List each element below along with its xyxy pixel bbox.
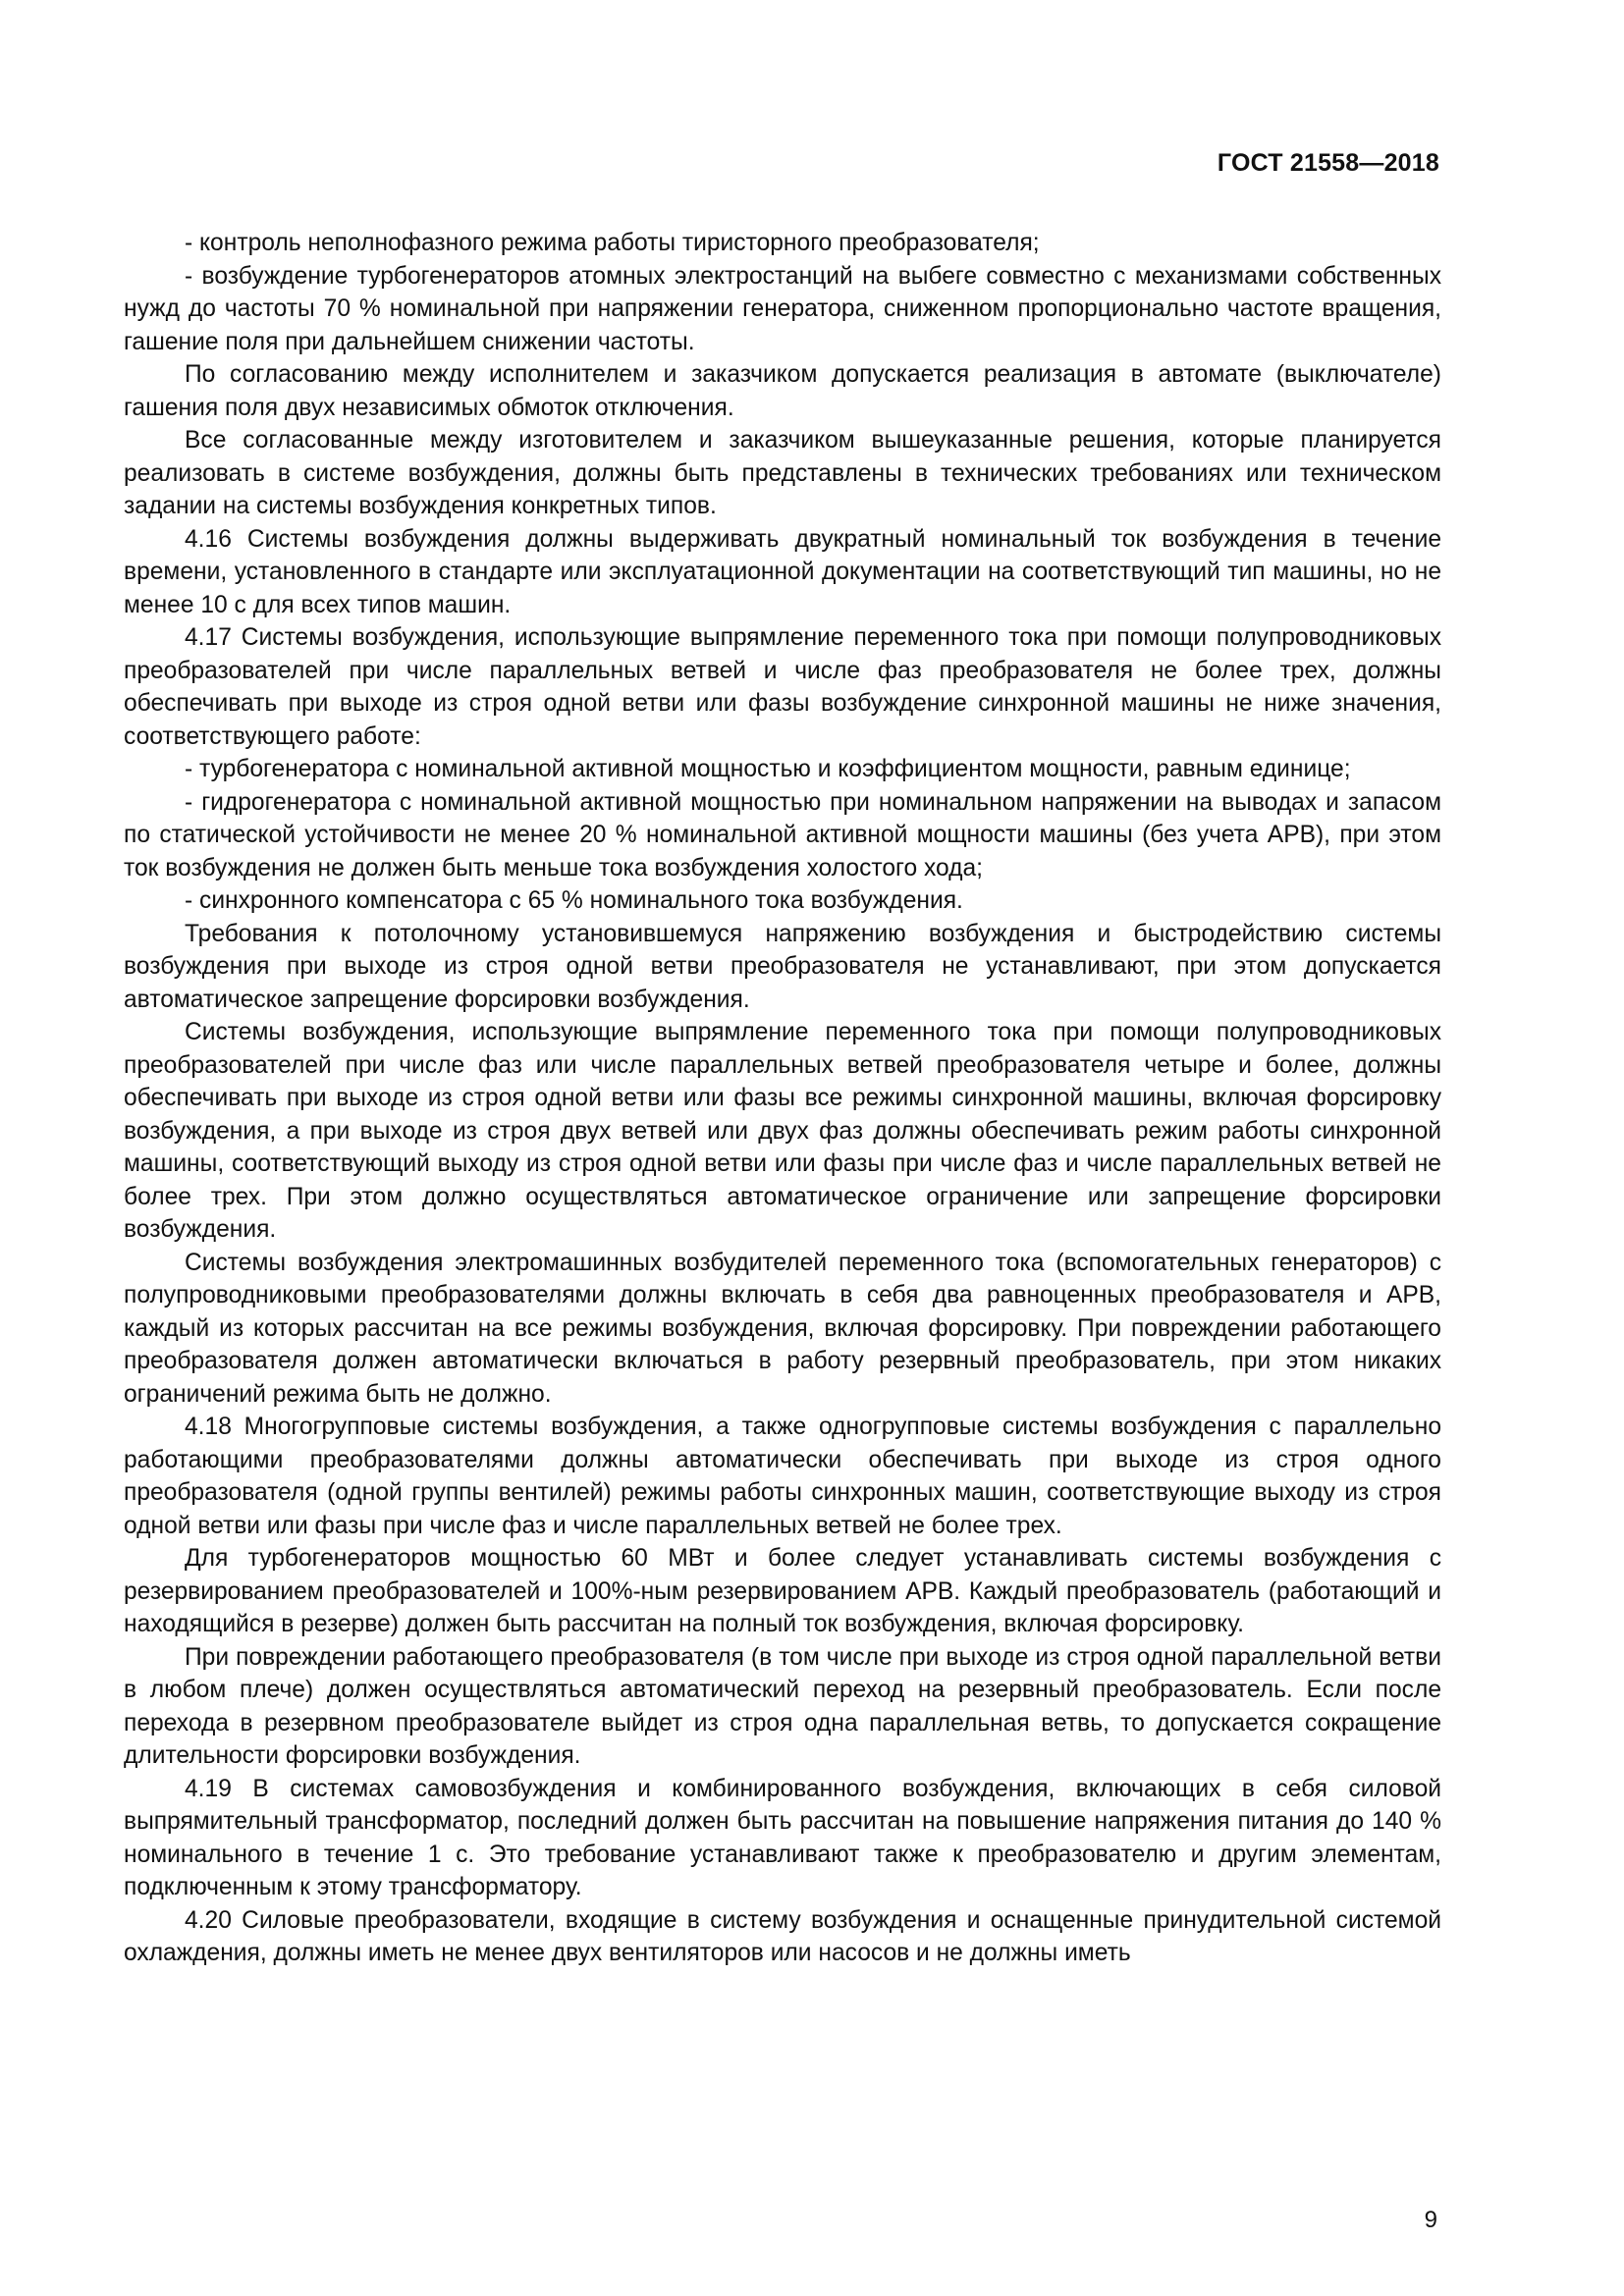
paragraph: - возбуждение турбогенераторов атомных электростанций на выбеге совместно с механизмами собственных нужд до частоты 70 % номинальной при напряжении генератора, сниженном пропорционально частоте вращения, гашение поля при дальнейшем снижении частоты.	[124, 262, 1441, 355]
document-header: ГОСТ 21558—2018	[1217, 149, 1439, 177]
paragraph: При повреждении работающего преобразователя (в том числе при выходе из строя одной параллельной ветви в любом плече) должен осуществляться автоматический переход на резервный преобразователь. Если после перехода в резервном преобразователе выйдет из строя одна параллельная ветвь, то допускается сокращение длительности форсировки возбуждения.	[124, 1643, 1441, 1769]
paragraph: 4.16 Системы возбуждения должны выдерживать двукратный номинальный ток возбуждения в течение времени, установленного в стандарте или эксплуатационной документации на соответствующий тип машины, но не менее 10 с для всех типов машин.	[124, 525, 1441, 618]
paragraph: 4.17 Системы возбуждения, использующие выпрямление переменного тока при помощи полупроводниковых преобразователей при числе параллельных ветвей и числе фаз преобразователя не более трех, должны обеспечивать при выходе из строя одной ветви или фазы возбуждение синхронной машины не ниже значения, соответствующего работе:	[124, 624, 1441, 750]
paragraph: - контроль неполнофазного режима работы тиристорного преобразователя;	[185, 230, 1040, 256]
paragraph: Системы возбуждения, использующие выпрямление переменного тока при помощи полупроводниковых преобразователей при числе фаз или числе параллельных ветвей преобразователя четыре и более, должны обеспечивать при выходе из строя одной ветви или фазы все режимы синхронной машины, включая форсировку возбуждения, а при выходе из строя двух ветвей или двух фаз должны обеспечивать режим работы синхронной машины, соответствующий выходу из строя одной ветви или фазы при числе фаз и числе параллельных ветвей не более трех. При этом должно осуществляться автоматическое ограничение или запрещение форсировки возбуждения.	[124, 1019, 1441, 1243]
paragraph: - гидрогенератора с номинальной активной мощностью при номинальном напряжении на выводах и запасом по статической устойчивости не менее 20 % номинальной активной мощности машины (без учета АРВ), при этом ток возбуждения не должен быть меньше тока возбуждения холостого хода;	[124, 788, 1441, 881]
paragraph: - синхронного компенсатора с 65 % номинального тока возбуждения.	[185, 887, 963, 914]
paragraph: 4.19 В системах самовозбуждения и комбинированного возбуждения, включающих в себя силовой выпрямительный трансформатор, последний должен быть рассчитан на повышение напряжения питания до 140 % номинального в течение 1 с. Это требование устанавливают также к преобразователю и другим элементам, подключенным к этому трансформатору.	[124, 1775, 1441, 1900]
document-body	[124, 227, 1441, 1970]
page-number: 9	[1424, 2207, 1437, 2233]
paragraph: - турбогенератора с номинальной активной мощностью и коэффициентом мощности, равным единице;	[185, 756, 1351, 782]
paragraph: Все согласованные между изготовителем и заказчиком вышеуказанные решения, которые планируется реализовать в системе возбуждения, должны быть представлены в технических требованиях или техническом задании на системы возбуждения конкретных типов.	[124, 427, 1441, 519]
paragraph: 4.20 Силовые преобразователи, входящие в систему возбуждения и оснащенные принудительной системой охлаждения, должны иметь не менее двух вентиляторов или насосов и не должны иметь	[124, 1906, 1441, 1966]
paragraph: По согласованию между исполнителем и заказчиком допускается реализация в автомате (выключателе) гашения поля двух независимых обмоток отключения.	[124, 361, 1441, 421]
paragraph: Системы возбуждения электромашинных возбудителей переменного тока (вспомогательных генераторов) с полупроводниковыми преобразователями должны включать в себя два равноценных преобразователя и АРВ, каждый из которых рассчитан на все режимы возбуждения, включая форсировку. При повреждении работающего преобразователя должен автоматически включаться в работу резервный преобразователь, при этом никаких ограничений режима быть не должно.	[124, 1249, 1441, 1408]
paragraph: Для турбогенераторов мощностью 60 МВт и более следует устанавливать системы возбуждения с резервированием преобразователей и 100%-ным резервированием АРВ. Каждый преобразователь (работающий и находящийся в резерве) должен быть рассчитан на полный ток возбуждения, включая форсировку.	[124, 1545, 1441, 1637]
paragraph: 4.18 Многогрупповые системы возбуждения, а также одногрупповые системы возбуждения с параллельно работающими преобразователями должны автоматически обеспечивать при выходе из строя одного преобразователя (одной группы вентилей) режимы работы синхронных машин, соответствующие выходу из строя одной ветви или фазы при числе фаз и числе параллельных ветвей не более трех.	[124, 1414, 1441, 1539]
paragraph: Требования к потолочному установившемуся напряжению возбуждения и быстродействию системы возбуждения при выходе из строя одной ветви преобразователя не устанавливают, при этом допускается автоматическое запрещение форсировки возбуждения.	[124, 920, 1441, 1013]
